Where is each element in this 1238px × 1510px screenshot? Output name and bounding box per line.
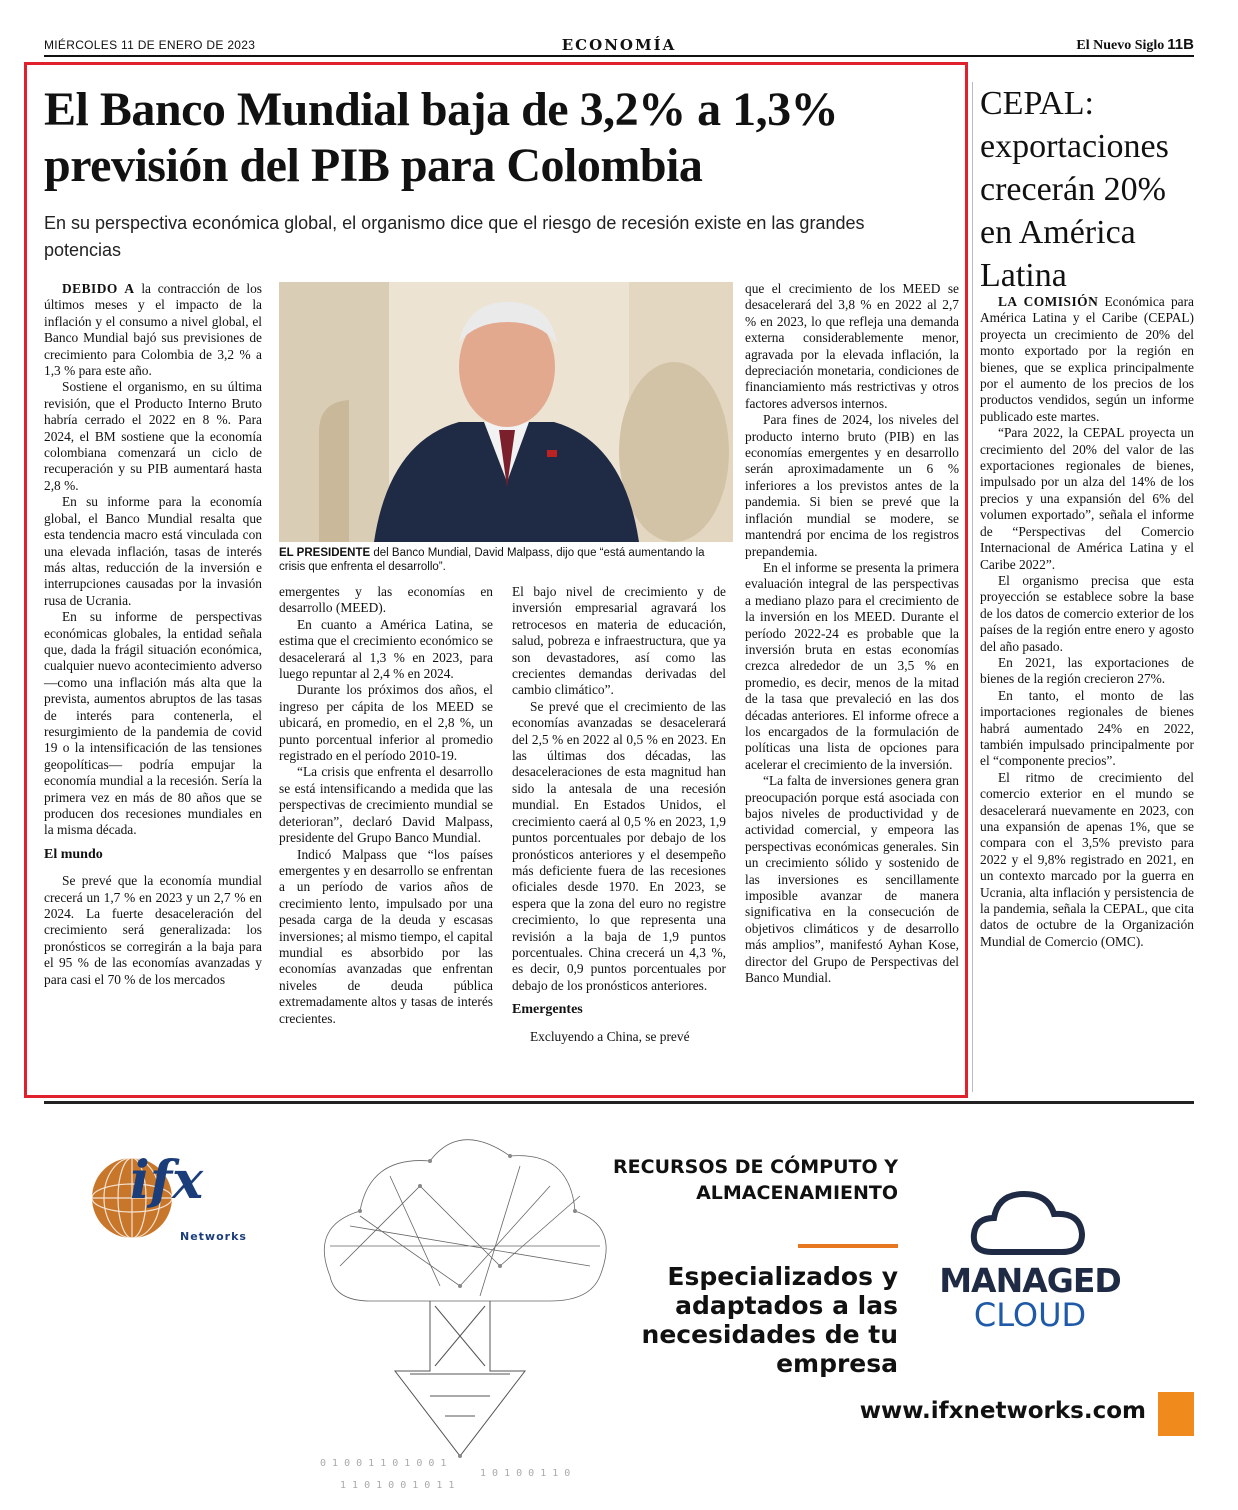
svg-text:1 0 1 0 0 1 1 0: 1 0 1 0 0 1 1 0 — [480, 1468, 571, 1479]
sidebar-body — [980, 294, 1194, 950]
paragraph: Para fines de 2024, los niveles del producto interno bruto (PIB) en las economías emergentes y en desarrollo serán aproximadamente un 6 % inferiores a los previstos antes de la pandemia. Si bien se prevé que la inflación mundial se modere, se mantendrá por encima de los registros prepandemia. — [745, 412, 959, 559]
article-deck: En su perspectiva económica global, el organismo dice que el riesgo de recesión existe en las grandes potencias — [44, 213, 865, 260]
paragraph: Durante los próximos dos años, el ingreso per cápita de los MEED se ubicará, en promedio, en el 2,8 %, un punto porcentual inferior al promedio registrado en el período 2010-19. — [279, 682, 493, 764]
paper-name: El Nuevo Siglo — [1076, 38, 1165, 53]
article-headline: El Banco Mundial baja de 3,2% a 1,3% previsión del PIB para Colombia — [44, 83, 839, 192]
paragraph: El ritmo de crecimiento del comercio exterior en el mundo se desacelerará nuevamente en 2023, con una expansión de apenas 1%, que se compara con el 3,5% previsto para 2022 y el 9,8% registrado en 2021, en un contexto marcado por la guerra en Ucrania, alta inflación y persistencia de la pandemia, señala la CEPAL, que cita datos de octubre de la Organización Mundial de Comercio (OMC). — [980, 769, 1194, 949]
paragraph: En cuanto a América Latina, se estima que el crecimiento económico se desacelerará al 1,3 % en 2023, para luego repuntar al 2,4 % en 2024. — [279, 616, 493, 682]
sidebar-headline: CEPAL: exportaciones crecerán 20% en América Latina — [980, 85, 1169, 294]
ad-orange-square — [1158, 1392, 1194, 1436]
paragraph: “La falta de inversiones genera gran preocupación porque está asociada con bajos niveles de productividad y de actividad comercial, y empeora las perspectivas económicas generales. Sin un crecimiento sólido y sostenido de las inversiones es sencillamente imposible avanzar de manera significativa en la consecución de objetivos climáticos y de desarrollo más amplios”, manifestó Ayhan Kose, director del Grupo de Perspectivas del Banco Mundial. — [745, 773, 959, 986]
photo-david-malpass — [279, 282, 733, 542]
subhead: Emergentes — [512, 1002, 583, 1018]
paragraph: que el crecimiento de los MEED se desacelerará del 3,8 % en 2022 al 2,7 % en 2023, lo que refleja una demanda externa considerablemente menor, agravada por la elevada inflación, la depreciación monetaria, condiciones de financiamiento más restrictivas y otros factores adversos internos. — [745, 281, 959, 411]
paragraph: “Para 2022, la CEPAL proyecta un crecimiento del 20% del valor de las exportaciones regionales de bienes, impulsado por un alza del 14% de los precios y una expansión del 6% del volumen exportado”, señala el informe de “Perspectivas del Comercio Internacional de América Latina y el Caribe 2022”. — [980, 425, 1194, 572]
page-number: 11B — [1167, 36, 1194, 53]
ad-accent-bar — [798, 1244, 898, 1248]
header-rule — [44, 55, 1194, 57]
masthead — [1076, 36, 1194, 54]
subhead: El mundo — [44, 846, 103, 862]
svg-text:1 1 0 1 0 0 1 0 1 1: 1 1 0 1 0 0 1 0 1 1 — [340, 1480, 455, 1491]
paragraph: “La crisis que enfrenta el desarrollo se está intensificando a medida que las perspectivas de crecimiento mundial se deterioran”, declaró David Malpass, presidente del Grupo Banco Mundial. — [279, 764, 493, 846]
cloud-icon — [970, 1182, 1090, 1262]
paragraph: En su informe para la economía global, el Banco Mundial resalta que esta tendencia macro está vinculada con una elevada inflación, tasas de interés más altas, reducción de la inversión e interrupciones causadas por la invasión rusa de Ucrania. — [44, 494, 262, 608]
cloud-upload-icon — [300, 1126, 620, 1496]
paragraph: El organismo precisa que esta proyección se establece sobre la base de los datos de comercio exterior de los países de la región entre enero y agosto del año pasado. — [980, 572, 1194, 654]
ad-headline: RECURSOS DE CÓMPUTO Y ALMACENAMIENTO — [613, 1156, 898, 1204]
paragraph: Sostiene el organismo, en su última revisión, que el Producto Interno Bruto habría cerrado el 2022 en 8 %. Para 2024, el BM sostiene que la economía colombiana comenzará un ciclo de recuperación y su PIB aumentará hasta 2,8 %. — [44, 379, 262, 493]
portrait-illustration — [279, 282, 733, 542]
paragraph: En tanto, el monto de las importaciones regionales de bienes habrá aumentado 24% en 2022, también impulsado principalmente por el “componente precios”. — [980, 687, 1194, 769]
ad-website-link[interactable]: www.ifxnetworks.com — [859, 1398, 1146, 1424]
lead-word: DEBIDO A — [62, 281, 135, 296]
paragraph: emergentes y las economías en desarrollo (MEED). — [279, 584, 493, 616]
paragraph: Económica para América Latina y el Caribe (CEPAL) proyecta un crecimiento de 20% del monto exportado por la región en bienes, que se explica principalmente por el aumento de los precios de los productos vendidos, según un informe publicado este martes. — [980, 294, 1194, 424]
ifx-logo-sub: Networks — [180, 1230, 247, 1243]
svg-text:0 1 0 0 1 1 0 1 0 0 1: 0 1 0 0 1 1 0 1 0 0 1 — [320, 1458, 447, 1469]
paragraph: la contracción de los últimos meses y el impacto de la inflación y el consumo a nivel global, el Banco Mundial bajó sus previsiones de crecimiento para Colombia de 3,2 % a 1,3 % para este año. — [44, 281, 262, 379]
caption-lead: EL PRESIDENTE — [279, 547, 371, 559]
section-name: ECONOMÍA — [561, 36, 677, 54]
ad-body-text: Especializados y adaptados a las necesidades de tu empresa — [641, 1262, 898, 1378]
article-column-2 — [279, 584, 493, 1027]
sidebar-lead-word: LA COMISIÓN — [998, 294, 1099, 309]
article-column-1 — [44, 281, 262, 988]
paragraph: En 2021, las exportaciones de bienes de la región crecieron 27%. — [980, 654, 1194, 687]
paragraph: Se prevé que el crecimiento de las economías avanzadas se desacelerará del 2,5 % en 2022 al 0,5 % en 2023. En las últimas dos décadas, las desaceleraciones de esta magnitud han sido la antesala de una recesión mundial. En Estados Unidos, el crecimiento caerá al 0,5 % en 2023, 1,9 puntos porcentuales por debajo de los pronósticos anteriores y el desempeño más deficiente fuera de las recesiones oficiales desde 1970. En 2023, se espera que la zona del euro no registre crecimiento, lo que representa una revisión a la baja de 1,9 puntos porcentuales. China crecerá un 4,3 %, es decir, 0,9 puntos porcentuales por debajo de los pronósticos anteriores. — [512, 698, 726, 993]
paragraph: Se prevé que la economía mundial crecerá un 1,7 % en 2023 y un 2,7 % en 2024. La fuerte desaceleración del crecimiento será generalizada: los pronósticos se corregirán a la baja para el 95 % de las economías avanzadas y para casi el 70 % de los mercados — [44, 873, 262, 987]
sidebar-divider — [972, 82, 973, 1092]
caption-text: del Banco Mundial, David Malpass, dijo que “está aumentando la crisis que enfrenta el desarrollo”. — [279, 547, 705, 573]
photo-caption — [279, 546, 733, 574]
paragraph: El bajo nivel de crecimiento y de inversión empresarial agravará los retrocesos en materia de educación, salud, pobreza e infraestructura, que ya son devastadores, así como las crecientes demandas derivadas del cambio climático”. — [512, 584, 726, 698]
paragraph: Excluyendo a China, se prevé — [530, 1028, 690, 1044]
article-column-4 — [745, 281, 959, 986]
paragraph: En el informe se presenta la primera evaluación integral de las perspectivas a mediano plazo para el crecimiento de la inversión en los MEED. Durante el período 2022-24 es probable que la inversión bruta en estas economías crezca alrededor de un 3,5 % en promedio, es decir, menos de la mitad de la tasa que prevaleció en las dos décadas anteriores. El informe ofrece a los encargados de la formulación de políticas una lista de opciones para acelerar el crecimiento de la inversión. — [745, 559, 959, 772]
managed-cloud-title: MANAGED — [939, 1261, 1121, 1300]
paragraph: En su informe de perspectivas económicas globales, la entidad señala que, dada la frágil situación económica, cualquier nuevo acontecimiento adverso —como una inflación más alta que la prevista, aumentos abruptos de las tasas de interés para contenerla, el resurgimiento de la pandemia de covid 19 o la intensificación de las tensiones geopolíticas— podría empujar la economía mundial a la recesión. Sería la primera vez en más de 80 años que se producen dos recesiones mundiales en la misma década. — [44, 609, 262, 838]
article-column-3 — [512, 584, 726, 1045]
ifx-logo: ifx — [130, 1150, 204, 1211]
ad-divider — [44, 1101, 1194, 1104]
managed-cloud-subtitle: CLOUD — [973, 1296, 1087, 1334]
paragraph: Indicó Malpass que “los países emergentes y en desarrollo se enfrentan a un período de varios años de crecimiento lento, impulsado por una pesada carga de la deuda y escasas inversiones; al mismo tiempo, el capital mundial es absorbido por las economías avanzadas que enfrentan niveles de deuda pública extremadamente altos y tasas de interés crecientes. — [279, 846, 493, 1026]
issue-date: MIÉRCOLES 11 DE ENERO DE 2023 — [44, 38, 256, 52]
